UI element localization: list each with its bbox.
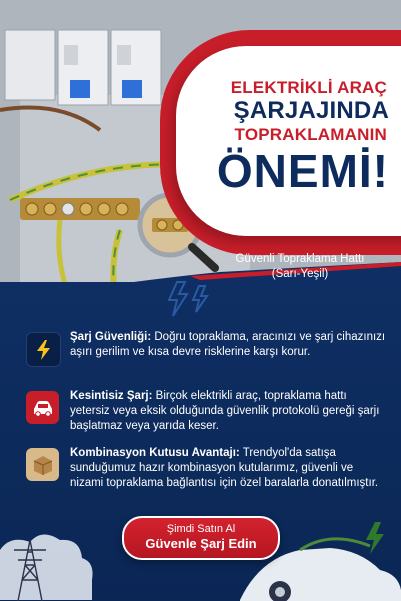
info-item-heading: Kesintisiz Şarj: [70, 390, 153, 402]
title-line-3: TOPRAKLAMANIN [234, 125, 387, 144]
info-item-heading: Kombinasyon Kutusu Avantajı: [70, 447, 240, 459]
info-item-body: Trendyol'da satışa sunduğumuz hazır kombinasyon kutularımız, güvenli ve nizami topraklama bağlantısı için özel baralarla donatılmıştır. [70, 447, 379, 489]
caption-line-2: (Sarı-Yeşil) [271, 268, 329, 280]
lightning-icon [26, 332, 61, 367]
info-item-heading: Şarj Güvenliği: [70, 331, 152, 343]
info-item-text [70, 389, 386, 434]
info-item-body: Birçok elektrikli araç, topraklama hattı yetersiz veya eksik olduğunda güvenlik protokolü gereği şarjı başlatmaz veya yarıda keser. [70, 390, 380, 432]
lightning-icon [366, 522, 384, 554]
wire-caption [210, 252, 390, 282]
car-icon [26, 391, 59, 424]
title-line-2: ŞARJAJINDA [233, 97, 389, 124]
title-line-4: ÖNEMİ! [216, 145, 389, 197]
cta-big-label: Güvenle Şarj Edin [145, 536, 257, 551]
info-item-text [70, 330, 386, 360]
caption-line-1: Güvenli Topraklama Hattı [235, 253, 365, 265]
buy-now-button[interactable] [122, 516, 280, 560]
info-item-body: Doğru topraklama, aracınızı ve şarj cihazınızı aşırı gerilim ve kısa devre risklerine karşı korur. [70, 331, 386, 358]
cta-small-label: Şimdi Satın Al [166, 523, 236, 535]
box-icon [26, 448, 59, 481]
title-line-1: ELEKTRİKLİ ARAÇ [230, 78, 387, 97]
lightning-icon [165, 280, 215, 320]
